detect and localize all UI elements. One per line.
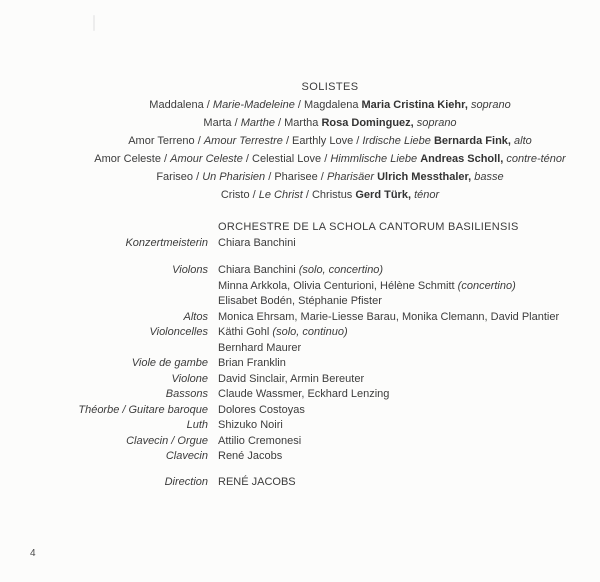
instrument-role-label: Altos: [183, 310, 208, 323]
soloist-line: [60, 186, 600, 204]
orchestra-row: [50, 236, 590, 252]
instrument-role-label: Théorbe / Guitare baroque: [78, 403, 208, 416]
orchestra-row: [50, 356, 590, 372]
orchestra-row: [50, 263, 590, 310]
performer-line: [218, 325, 590, 341]
text-segment: Un Pharisien: [202, 171, 266, 183]
text-segment: soprano: [470, 99, 511, 111]
performer-line: [218, 310, 590, 326]
performer-lines: [218, 325, 590, 356]
text-segment: Marthe: [240, 117, 275, 129]
text-segment: (concertino): [457, 279, 516, 292]
text-segment: ténor: [414, 189, 440, 201]
performer-lines: [218, 449, 590, 465]
orchestra-row: [50, 325, 590, 356]
instrument-role-label: Clavecin: [165, 450, 208, 462]
performer-line: [218, 434, 590, 450]
text-segment: Amor Terreno /: [128, 135, 204, 147]
orchestra-row: [50, 387, 590, 403]
orchestra-row: [50, 449, 590, 465]
instrument-role-label: Bassons: [165, 388, 208, 400]
performer-line: [218, 341, 590, 357]
direction-role-label: Direction: [164, 475, 208, 488]
performer-lines: [218, 434, 590, 450]
performer-line: [218, 449, 590, 465]
orchestra-row: [50, 310, 590, 326]
text-segment: René Jacobs: [218, 450, 283, 462]
performer-line: [218, 403, 590, 419]
instrument-role-label: Clavecin / Orgue: [126, 434, 208, 447]
text-segment: Amour Terrestre: [203, 135, 283, 147]
text-segment: Marie-Madeleine: [212, 99, 295, 111]
text-segment: Amor Celeste /: [94, 153, 171, 165]
performer-line: [218, 279, 590, 295]
instrument-role-label: Violons: [172, 264, 208, 276]
performer-line: [218, 356, 590, 372]
text-segment: Brian Franklin: [218, 357, 286, 369]
instrument-role-label: Viole de gambe: [131, 357, 208, 369]
orchestra-row: [50, 403, 590, 419]
text-segment: Elisabet Bodén, Stéphanie Pfister: [218, 295, 382, 307]
orchestra-heading: ORCHESTRE DE LA SCHOLA CANTORUM BASILIENSIS: [218, 221, 519, 233]
text-segment: Amour Celeste: [170, 153, 243, 165]
text-segment: Bernhard Maurer: [218, 341, 302, 354]
text-segment: / Martha: [274, 117, 322, 129]
soloist-line: [60, 150, 600, 168]
performer-lines: [218, 263, 590, 310]
text-segment: / Earthly Love /: [282, 135, 363, 147]
instrument-role-label: Luth: [186, 419, 208, 431]
orchestra-row: [50, 434, 590, 450]
orchestra-row: [50, 372, 590, 388]
text-segment: Gerd Türk,: [355, 189, 411, 201]
text-segment: Himmlische Liebe: [330, 153, 418, 165]
soloist-line: [60, 132, 600, 150]
performer-lines: [218, 418, 590, 434]
performer-line: [218, 418, 590, 434]
text-segment: / Celestial Love /: [242, 153, 331, 165]
performer-lines: [218, 372, 590, 388]
text-segment: David Sinclair, Armin Bereuter: [218, 372, 365, 385]
text-segment: Shizuko Noiri: [218, 419, 283, 431]
direction-row: [50, 475, 590, 491]
text-segment: / Magdalena: [294, 99, 362, 111]
orchestra-section: [50, 220, 590, 490]
performer-lines: [218, 387, 590, 403]
text-segment: Monica Ehrsam, Marie-Liesse Barau, Monika Clemann, David Plantier: [218, 310, 560, 323]
performer-line: [218, 236, 590, 252]
performer-line: [218, 294, 590, 310]
instrument-role-label: Konzertmeisterin: [125, 236, 208, 249]
direction-name: RENÉ JACOBS: [218, 475, 296, 488]
text-segment: alto: [514, 135, 532, 147]
text-segment: Andreas Scholl,: [420, 153, 504, 165]
performer-line: [218, 263, 590, 279]
text-segment: Minna Arkkola, Olivia Centurioni, Hélène Schmitt: [218, 279, 458, 292]
text-segment: Bernarda Fink,: [433, 135, 511, 147]
soloists-lines: [60, 96, 600, 204]
text-segment: (solo, continuo): [272, 326, 348, 338]
text-segment: / Pharisee /: [265, 171, 327, 183]
scan-artifact: [93, 15, 95, 31]
instrument-role-label: Violoncelles: [149, 326, 208, 338]
page-number: 4: [30, 548, 36, 559]
text-segment: Chiara Banchini: [218, 264, 299, 276]
text-segment: Rosa Dominguez,: [321, 117, 414, 129]
instrument-role-label: Violone: [171, 372, 208, 385]
soloist-line: [60, 96, 600, 114]
text-segment: Claude Wassmer, Eckhard Lenzing: [218, 388, 390, 400]
text-segment: Maria Cristina Kiehr,: [361, 99, 468, 111]
text-segment: Käthi Gohl: [218, 326, 273, 338]
text-segment: Cristo /: [220, 189, 259, 201]
performer-lines: [218, 236, 590, 252]
text-segment: Ulrich Messthaler,: [377, 171, 472, 183]
performer-lines: [218, 310, 590, 326]
text-segment: Maddalena /: [149, 99, 213, 111]
performer-line: [218, 387, 590, 403]
text-segment: Fariseo /: [156, 171, 203, 183]
soloist-line: [60, 168, 600, 186]
orchestra-row: [50, 418, 590, 434]
text-segment: / Christus: [302, 189, 356, 201]
text-segment: Marta /: [203, 117, 241, 129]
text-segment: Irdische Liebe: [362, 135, 431, 147]
text-segment: Pharisäer: [326, 171, 375, 183]
text-segment: basse: [474, 171, 504, 183]
soloist-line: [60, 114, 600, 132]
text-segment: soprano: [416, 117, 457, 129]
text-segment: Dolores Costoyas: [218, 403, 305, 416]
text-segment: contre-ténor: [506, 153, 566, 165]
performer-lines: [218, 356, 590, 372]
performer-lines: [218, 403, 590, 419]
text-segment: Attilio Cremonesi: [218, 434, 302, 447]
soloists-heading: SOLISTES: [301, 81, 359, 93]
soloists-section: [60, 78, 600, 204]
text-segment: (solo, concertino): [298, 264, 384, 276]
text-segment: Chiara Banchini: [218, 236, 296, 249]
performer-line: [218, 372, 590, 388]
orchestra-rows: [50, 236, 590, 465]
text-segment: Le Christ: [258, 189, 303, 201]
